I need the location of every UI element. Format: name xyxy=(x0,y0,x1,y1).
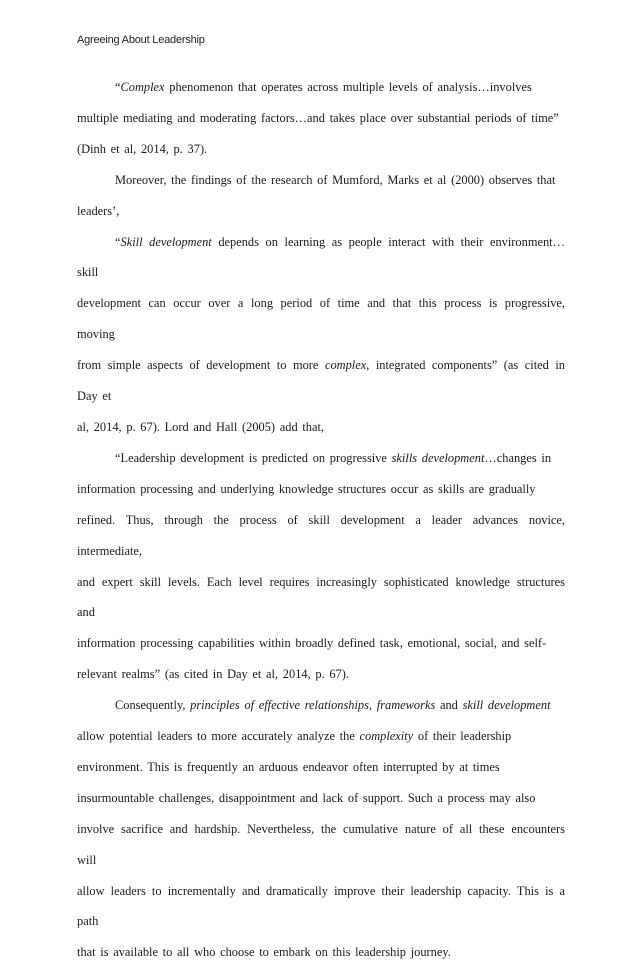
paragraph xyxy=(77,72,565,165)
paragraph xyxy=(77,690,565,968)
italic-text: skill development xyxy=(462,698,551,713)
text-run: phenomenon that operates across multiple levels of analysis…involves xyxy=(164,80,532,94)
text-line xyxy=(77,165,565,196)
text-run: Consequently, xyxy=(115,698,191,713)
text-line xyxy=(77,134,565,165)
text-line xyxy=(77,783,565,814)
text-run: allow potential leaders to more accurately analyze the xyxy=(77,729,360,744)
text-line xyxy=(77,752,565,783)
text-run: involve sacrifice and hardship. Nevertheless, the cumulative nature of all these encounters will xyxy=(77,821,565,867)
italic-text: frameworks xyxy=(376,698,436,713)
text-run: (Dinh et al, 2014, p. 37). xyxy=(77,141,208,156)
text-run: …changes in xyxy=(484,450,552,465)
text-line xyxy=(77,876,565,938)
text-line xyxy=(77,443,565,474)
text-run: and xyxy=(435,698,463,713)
text-line xyxy=(77,72,565,103)
text-run: and expert skill levels. Each level requires increasingly sophisticated knowledge structures and xyxy=(77,574,565,620)
text-line xyxy=(77,505,565,567)
text-run: of their leadership xyxy=(413,729,512,744)
text-run: Moreover, the findings of the research of Mumford, Marks et al (2000) observes that xyxy=(115,172,556,187)
text-line xyxy=(77,474,565,505)
italic-text: principles of effective relationships xyxy=(190,698,369,713)
text-run: refined. Thus, through the process of skill development a leader advances novice, intermediate, xyxy=(77,512,565,558)
text-line xyxy=(77,288,565,350)
paragraph xyxy=(77,165,565,227)
text-line xyxy=(77,227,565,289)
text-line xyxy=(77,350,565,412)
text-line xyxy=(77,567,565,629)
text-run: , xyxy=(368,698,377,713)
text-run: “ xyxy=(115,234,121,249)
paragraph xyxy=(77,227,565,443)
text-line xyxy=(77,721,565,752)
text-run: that is available to all who choose to embark on this leadership journey. xyxy=(77,945,451,960)
text-run: allow leaders to incrementally and dramatically improve their leadership capacity. This is a path xyxy=(77,883,565,929)
text-run: development can occur over a long period of time and that this process is progressive, moving xyxy=(77,296,565,342)
italic-text: Complex xyxy=(120,80,165,94)
text-line xyxy=(77,659,565,690)
text-run: , integrated components” (as cited in Day et xyxy=(77,358,565,404)
italic-text: complexity xyxy=(359,729,414,744)
text-run: relevant realms” (as cited in Day et al, 2014, p. 67). xyxy=(77,667,349,682)
running-head: Agreeing About Leadership xyxy=(77,34,205,46)
italic-text: skills development xyxy=(391,450,485,465)
text-line xyxy=(77,690,565,721)
text-run: depends on learning as people interact with their environment…skill xyxy=(77,234,565,280)
text-line xyxy=(77,628,565,659)
text-line xyxy=(77,412,565,443)
text-run: information processing capabilities within broadly defined task, emotional, social, and self- xyxy=(77,636,547,651)
text-line xyxy=(77,814,565,876)
text-run: al, 2014, p. 67). Lord and Hall (2005) add that, xyxy=(77,419,325,434)
italic-text: complex xyxy=(324,358,367,373)
text-line xyxy=(77,937,565,968)
paragraph xyxy=(77,443,565,690)
text-run: insurmountable challenges, disappointment and lack of support. Such a process may also xyxy=(77,790,536,805)
text-line xyxy=(77,103,565,134)
text-run: multiple mediating and moderating factors…and takes place over substantial periods of time” xyxy=(77,110,559,125)
text-run: leaders’, xyxy=(77,203,120,218)
text-run: “Leadership development is predicted on progressive xyxy=(115,450,392,465)
text-run: environment. This is frequently an arduous endeavor often interrupted by at times xyxy=(77,759,500,774)
text-run: “ xyxy=(115,80,121,94)
document-body xyxy=(77,72,565,968)
text-run: information processing and underlying knowledge structures occur as skills are gradually xyxy=(77,481,536,496)
italic-text: Skill development xyxy=(120,234,212,249)
text-run: from simple aspects of development to more xyxy=(77,358,325,373)
text-line xyxy=(77,196,565,227)
